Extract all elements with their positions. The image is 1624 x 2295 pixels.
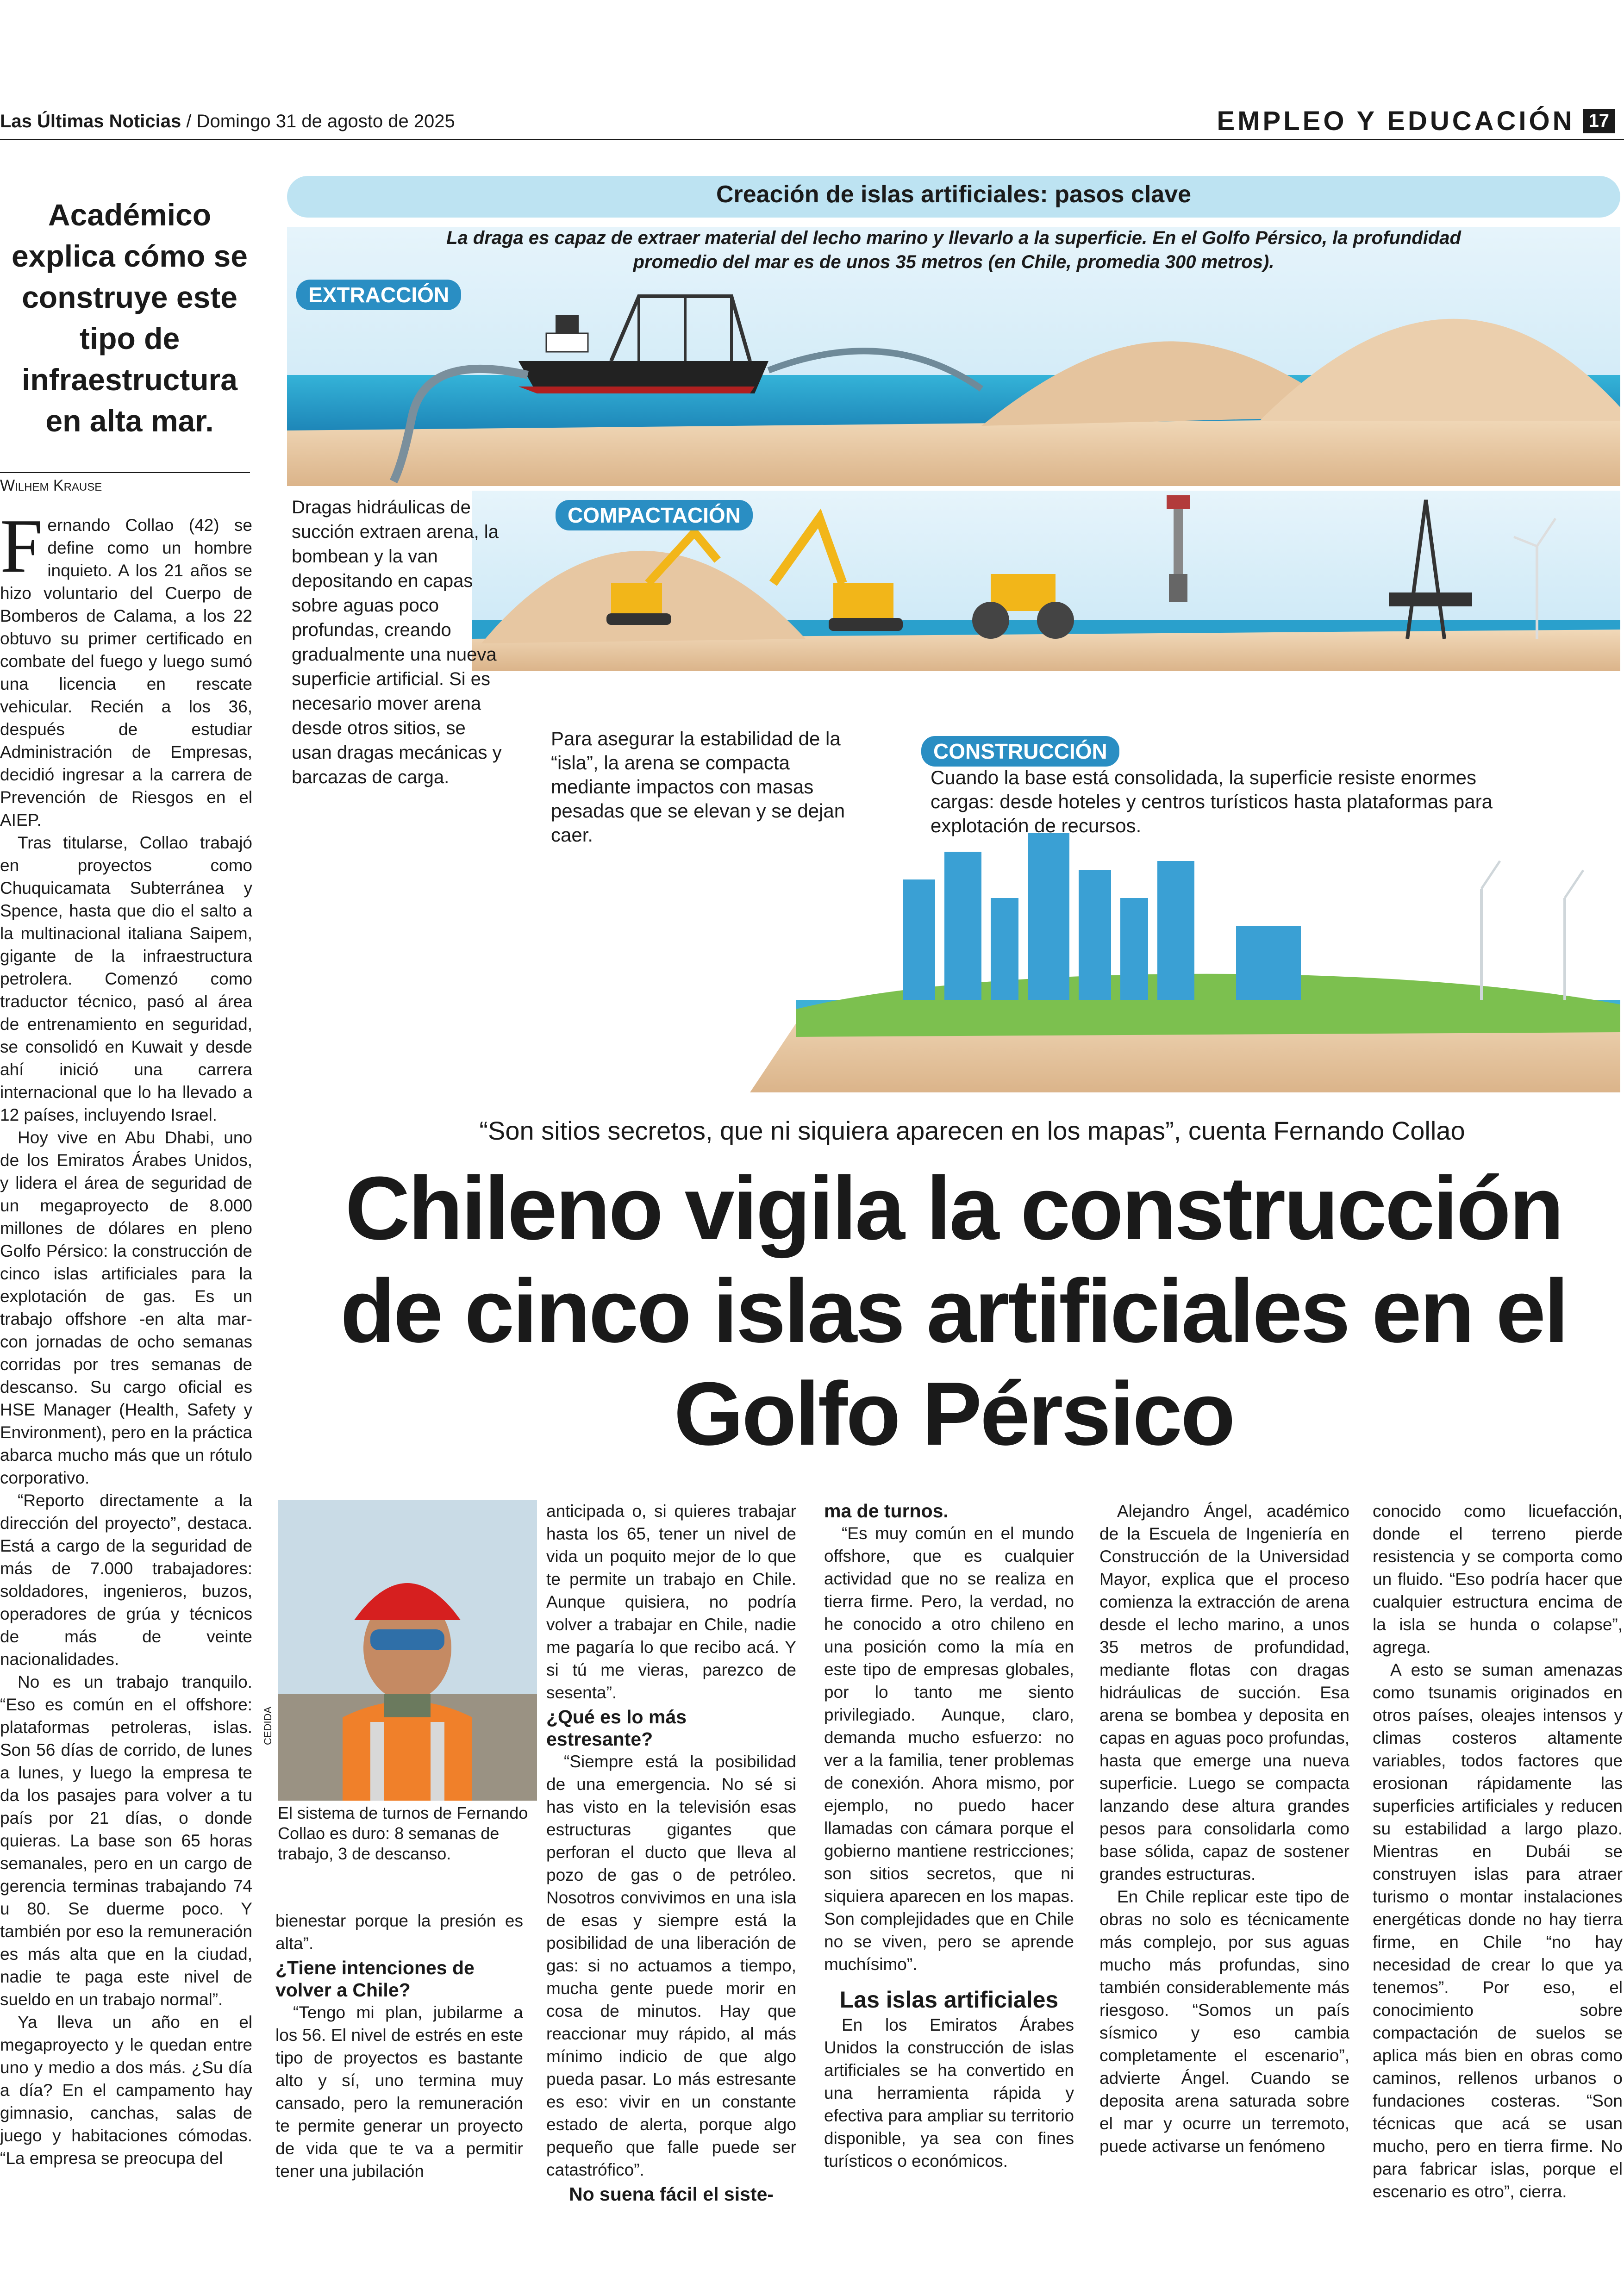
section-subhead: Las islas artificiales: [839, 1987, 1059, 2013]
column-1: [0, 503, 252, 2168]
infographic-title: Creación de islas artificiales: pasos clave: [716, 181, 1192, 208]
paragraph: Ya lleva un año en el megaproyecto y le quedan entre uno y medio a dos más. ¿Su día a día? En el campamento hay gimnasio, canchas, salas de juego y habitaciones cómodas. “La empresa se preocupa del: [0, 2013, 252, 2168]
step-label-construction: CONSTRUCCIÓN: [921, 736, 1119, 767]
paragraph: “Siempre está la posibilidad de una emergencia. No sé si has visto en la televisión esas estructuras gigantes que perforan el ducto que lleva al pozo de gas o de petróleo. Nosotros convivimos en una isla de esas y siempre está la posibilidad de una liberación de gas: si no actuamos a tiempo, mucha gente puede morir en cosa de minutos. Hay que reaccionar muy rápido, al más mínimo indicio de que algo pueda pasar. Lo más estresante es eso: vivir en un constante estado de alerta, porque algo pequeño que falle puede ser catastrófico”.: [546, 1752, 796, 2179]
pull-quote: “Son sitios secretos, que ni siquiera aparecen en los mapas”, cuenta Fernando Collao: [479, 1116, 1465, 1145]
headline: Chileno vigila la construcción de cinco islas artificiales en el Golfo Pérsico: [340, 1158, 1568, 1464]
step-text-construction: Cuando la base está consolidada, la superficie resiste enormes cargas: desde hoteles y centros turísticos hasta plataformas para explotación de recursos.: [931, 767, 1493, 836]
step-text-compaction: Para asegurar la estabilidad de la “isla”, la arena se compacta mediante impactos con masas pesadas que se elevan y se dejan caer.: [551, 728, 845, 846]
step-label-compaction: COMPACTACIÓN: [556, 500, 753, 530]
photo-credit: CEDIDA: [262, 1706, 274, 1745]
paragraph: En los Emiratos Árabes Unidos la construcción de islas artificiales se ha convertido en una herramienta rápida y efectiva para ampliar su territorio disponible, ya sea con fines turísticos o económicos.: [824, 2015, 1074, 2170]
paragraph: A esto se suman amenazas como tsunamis originados en otros países, oleajes intensos y climas costeros altamente variables, todos factores que erosionan rápidamente las superficies artificiales y reducen su estabilidad a largo plazo. Mientras en Dubái se construyen islas para atraer turismo o montar instalaciones energéticas donde no hay tierra firme, en Chile “no hay necesidad de crear lo que ya tenemos”. Por eso, el conocimiento sobre compactación de suelos se aplica más bien en obras como caminos, rellenos urbanos o fundaciones costeras. “Son técnicas que acá se usan mucho, pero en tierra firme. No para fabricar islas, porque el escenario es otro”, cierra.: [1373, 1660, 1623, 2201]
subhead-question: ¿Tiene intenciones de volver a Chile?: [275, 1957, 475, 2001]
byline-rule: [0, 472, 250, 473]
paragraph: “Reporto directamente a la dirección del proyecto”, destaca. Está a cargo de la seguridad de más de 7.000 trabajadores: soldadores, ingenieros, buzos, operadores de grúa y técnicos de más de veinte nacionalidades.: [0, 1491, 252, 1669]
column-6: [1373, 1500, 1623, 2203]
photo-caption: El sistema de turnos de Fernando Collao es duro: 8 semanas de trabajo, 3 de descanso.: [278, 1803, 528, 1863]
paragraph: ernando Collao (42) se define como un hombre inquieto. A los 21 años se hizo voluntario del Cuerpo de Bomberos de Calama, a los 22 obtuvo su primer certificado en combate del fuego y luego sumó una licencia en rescate vehicular. Recién a los 36, después de estudiar Administración de Empresas, decidió ingresar a la carrera de Prevención de Riesgos en el AIEP.: [0, 516, 252, 829]
column-2: [275, 1909, 523, 2183]
step-text-extraction: Dragas hidráulicas de succión extraen arena, la bombean y la van depositando en capas sobre aguas poco profundas, creando gradualmente una nueva superficie artificial. Si es necesario mover arena desde otros sitios, se usan dragas mecánicas y barcazas de carga.: [292, 497, 502, 787]
paragraph: “Tengo mi plan, jubilarme a los 56. El nivel de estrés en este tipo de proyectos es bastante alto y sí, uno termina muy cansado, pero la remuneración te permite generar un proyecto de vida que te va a permitir tener una jubilación: [275, 2003, 523, 2181]
newspaper-name: Las Últimas Noticias: [0, 111, 181, 131]
step-label-extraction: EXTRACCIÓN: [296, 280, 461, 310]
paragraph: Alejandro Ángel, académico de la Escuela de Ingeniería en Construcción de la Universidad Mayor, explica que el proceso comienza la extracción de arena desde el lecho marino, a unos 35 metros de profundidad, mediante flotas con dragas hidráulicas de succión. Esa arena se bombea y deposita en capas en aguas poco profundas, hasta que emerge una nueva superficie. Luego se compacta lanzando dese altura grandes pesos para consolidarla como base sólida, capaz de sostener grandes estructuras.: [1099, 1502, 1349, 1883]
portrait-photo: [278, 1500, 537, 1801]
paragraph: anticipada o, si quieres trabajar hasta los 65, tener un nivel de vida un poquito mejor de lo que te permite un trabajo en Chile. Aunque quisiera, no podría volver a trabajar en Chile, nadie me pagaría lo que recibo acá. Y si tú me vieras, parezco de sesenta”.: [546, 1502, 796, 1702]
edition-date: Domingo 31 de agosto de 2025: [196, 111, 455, 131]
masthead-right: [1217, 106, 1615, 137]
paragraph: En Chile replicar este tipo de obras no solo es técnicamente más complejo, por sus aguas mucho más profundas, sino también considerablemente más riesgoso. “Somos un país sísmico y eso cambia completamente el escenario”, advierte Ángel. Cuando se deposita arena saturada sobre el mar y ocurre un terremoto, puede activarse un fenómeno: [1099, 1887, 1349, 2156]
paragraph: “Es muy común en el mundo offshore, que es cualquier actividad que no se realiza en tierra firme. Pero, la verdad, no he conocido a otro chileno en una posición como la mía en este tipo de empresas globales, por lo tanto me siento privilegiado. Aunque, claro, demanda mucho esfuerzo: no ver a la familia, tener problemas de conexión. Ahora mismo, por ejemplo, no puedo hacer llamadas con cámara porque el gobierno mantiene restricciones; son sitios secretos, que ni siquiera aparecen en los mapas. Son complejidades que en Chile no se viven, pero se aprende muchísimo”.: [824, 1524, 1074, 1974]
masthead-separator: /: [181, 111, 197, 131]
infographic-intro: La draga es capaz de extraer material del lecho marino y llevarlo a la superficie. En el Golfo Pérsico, la profundidad promedio del mar es de unos 35 metros (en Chile, promedia 300 metros).: [446, 228, 1461, 272]
section-name: EMPLEO Y EDUCACIÓN: [1217, 106, 1575, 136]
column-3: [546, 1500, 796, 2205]
paragraph: bienestar porque la presión es alta”.: [275, 1911, 523, 1953]
subhead-continuation: ma de turnos.: [824, 1500, 949, 1522]
drop-cap: F: [0, 503, 43, 588]
column-5: [1099, 1500, 1349, 2158]
subhead-question: ¿Qué es lo más estresante?: [546, 1706, 687, 1750]
masthead-left: [0, 111, 455, 132]
article-deck: Académico explica cómo se construye este tipo de infraestructura en alta mar.: [12, 198, 248, 438]
paragraph: conocido como licuefacción, donde el terreno pierde resistencia y se comporta como un fluido. “Eso podría hacer que cualquier estructura encima de la isla se hunda o colapse”, agrega.: [1373, 1502, 1623, 1657]
paragraph: Hoy vive en Abu Dhabi, uno de los Emiratos Árabes Unidos, y lidera el área de seguridad de un megaproyecto de 8.000 millones de dólares en pleno Golfo Pérsico: la construcción de cinco islas artificiales para la explotación de gas. Es un trabajo offshore -en alta mar- con jornadas de ocho semanas corridas por tres semanas de descanso. Su cargo oficial es HSE Manager (Health, Safety y Environment), pero en la práctica abarca mucho más que un rótulo corporativo.: [0, 1128, 252, 1487]
page-number: 17: [1583, 109, 1615, 133]
subhead-question: No suena fácil el siste-: [568, 2183, 774, 2205]
byline: Wilhem Krause: [0, 477, 102, 494]
column-4: [824, 1500, 1074, 2172]
paragraph: No es un trabajo tranquilo. “Eso es común en el offshore: plataformas petroleras, islas. Son 56 días de corrido, de lunes a lunes, y luego la empresa te da los pasajes para volver a tu país por 21 días, o donde quieras. La base son 65 horas semanales, pero en un cargo de gerencia terminas trabajando 74 u 80. Se duerme poco. Y también por eso la remuneración es más alta que en la ciudad, nadie te paga este nivel de sueldo en un trabajo normal”.: [0, 1672, 252, 2009]
paragraph: Tras titularse, Collao trabajó en proyectos como Chuquicamata Subterránea y Spence, hasta que dio el salto a la multinacional italiana Saipem, gigante de la infraestructura petrolera. Comenzó como traductor técnico, pasó al área de entrenamiento en seguridad, se consolidó en Kuwait y desde ahí inició una carrera internacional que lo ha llevado a 12 países, incluyendo Israel.: [0, 833, 252, 1124]
masthead-rule: [0, 139, 1624, 140]
